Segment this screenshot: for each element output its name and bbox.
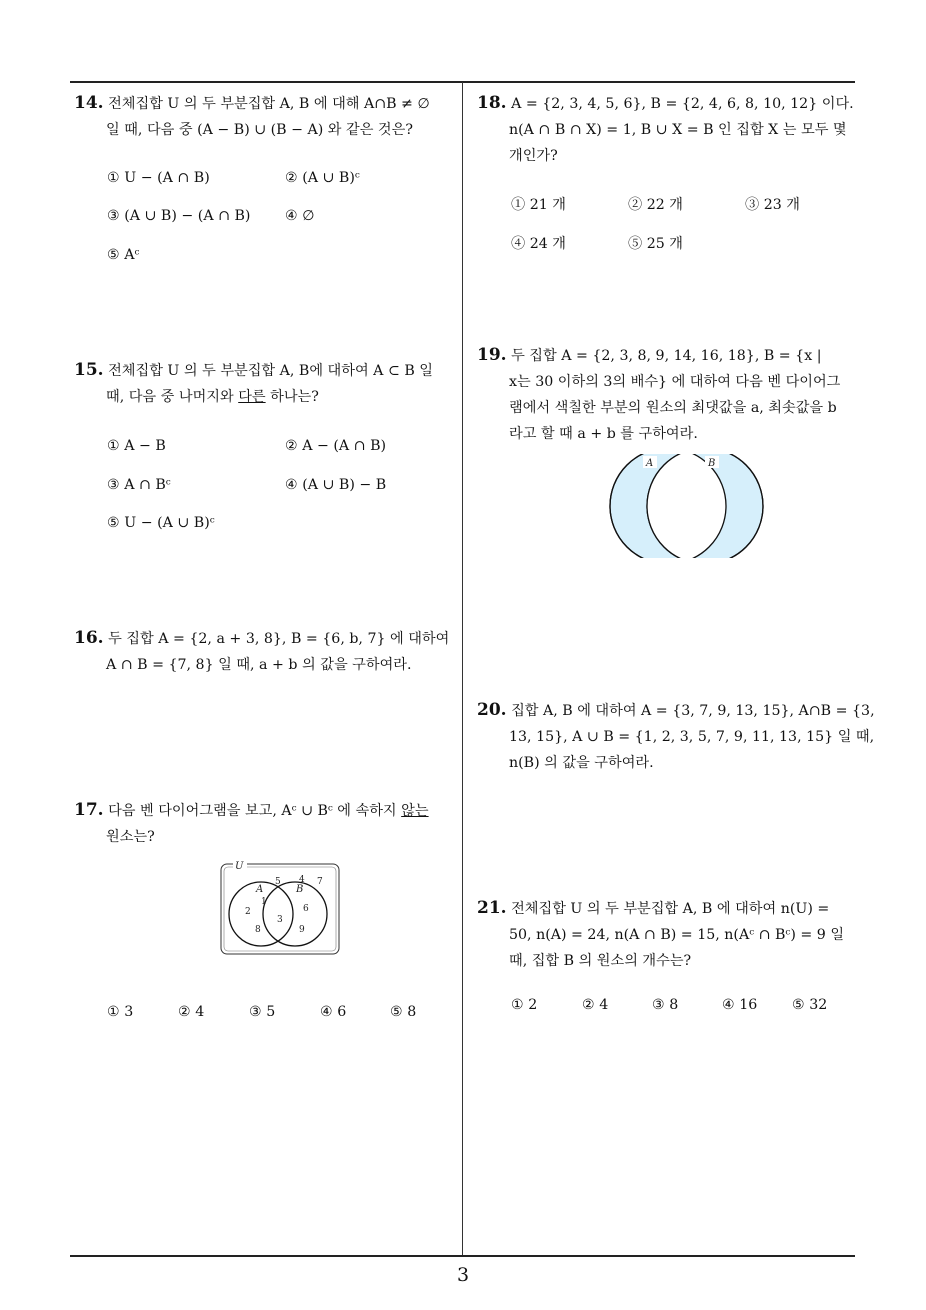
venn-element: 7: [317, 877, 323, 887]
option-4[interactable]: ④ (A ∪ B) − B: [285, 477, 387, 493]
venn-element: 4: [299, 875, 305, 885]
problem-text: A ∩ B = {7, 8} 일 때, a + b 의 값을 구하여라.: [106, 657, 412, 673]
problem-text: 전체집합 U 의 두 부분집합 A, B 에 대하여 n(U) =: [511, 901, 830, 917]
problem-text: n(A ∩ B ∩ X) = 1, B ∪ X = B 인 집합 X 는 모두 몇: [509, 122, 847, 138]
problem-number: 15.: [74, 360, 104, 380]
option-5[interactable]: ⑤ U − (A ∪ B)ᶜ: [107, 515, 215, 531]
universal-set-label: U: [235, 861, 244, 872]
venn-element: 1: [261, 897, 267, 907]
problem-text: 원소는?: [106, 829, 155, 845]
problem-text: 램에서 색칠한 부분의 원소의 최댓값을 a, 최솟값을 b: [509, 400, 837, 416]
problem-19: [477, 342, 840, 447]
problem-text: 때, 다음 중 나머지와: [106, 389, 239, 405]
set-b-label: B: [708, 458, 716, 469]
problem-number: 20.: [477, 700, 507, 720]
option-1[interactable]: ① U − (A ∩ B): [107, 170, 210, 186]
problem-text: 50, n(A) = 24, n(A ∩ B) = 15, n(Aᶜ ∩ Bᶜ) = 9 일: [509, 927, 845, 943]
option-4[interactable]: ④ ∅: [285, 208, 315, 224]
option-2[interactable]: ② A − (A ∩ B): [285, 438, 387, 454]
option-1[interactable]: ① 2: [511, 997, 538, 1013]
option-3[interactable]: ③ (A ∪ B) − (A ∩ B): [107, 208, 251, 224]
option-3[interactable]: ③ 23 개: [745, 197, 800, 213]
problem-14: [74, 90, 430, 143]
option-3[interactable]: ③ A ∩ Bᶜ: [107, 477, 171, 493]
option-3[interactable]: ③ 8: [652, 997, 679, 1013]
problem-text: 개인가?: [509, 148, 558, 164]
problem-text: 전체집합 U 의 두 부분집합 A, B 에 대해 A∩B ≠ ∅: [108, 96, 430, 112]
venn-element: 3: [277, 915, 283, 925]
problem-text: 두 집합 A = {2, a + 3, 8}, B = {6, b, 7} 에 대하여: [108, 631, 450, 647]
venn-diagram-17: [219, 857, 343, 957]
set-a-label: A: [646, 458, 654, 469]
set-a-label: A: [256, 884, 264, 895]
problem-number: 19.: [477, 345, 507, 365]
problem-number: 17.: [74, 800, 104, 820]
option-2[interactable]: ② 4: [582, 997, 609, 1013]
problem-17: [74, 797, 429, 850]
problem-text: 때, 집합 B 의 원소의 개수는?: [509, 953, 692, 969]
problem-text: A = {2, 3, 4, 5, 6}, B = {2, 4, 6, 8, 10, 12} 이다.: [511, 96, 854, 112]
problem-text: 13, 15}, A ∪ B = {1, 2, 3, 5, 7, 9, 11, 13, 15} 일 때,: [509, 729, 875, 745]
option-5[interactable]: ⑤ 8: [390, 1004, 417, 1020]
option-4[interactable]: ④ 16: [722, 997, 758, 1013]
option-3[interactable]: ③ 5: [249, 1004, 276, 1020]
bottom-rule: [70, 1255, 855, 1257]
underlined-word: 다른: [238, 389, 266, 405]
problem-number: 21.: [477, 898, 507, 918]
page-number: 3: [456, 1264, 470, 1286]
option-1[interactable]: ① 3: [107, 1004, 134, 1020]
option-4[interactable]: ④ 24 개: [511, 236, 566, 252]
problem-text: 다음 벤 다이어그램을 보고, Aᶜ ∪ Bᶜ 에 속하지: [108, 803, 402, 819]
option-2[interactable]: ② 22 개: [628, 197, 683, 213]
column-divider: [462, 82, 463, 1257]
option-5[interactable]: ⑤ 32: [792, 997, 828, 1013]
problem-15: [74, 357, 433, 410]
venn-element: 8: [255, 925, 261, 935]
problem-text: 두 집합 A = {2, 3, 8, 9, 14, 16, 18}, B = {x |: [511, 348, 822, 364]
venn-element: 9: [299, 925, 305, 935]
option-1[interactable]: ① A − B: [107, 438, 166, 454]
problem-text: 일 때, 다음 중 (A − B) ∪ (B − A) 와 같은 것은?: [106, 122, 413, 138]
venn-diagram-19: [605, 454, 775, 558]
option-5[interactable]: ⑤ Aᶜ: [107, 247, 140, 263]
problem-18: [477, 90, 854, 169]
problem-text: 전체집합 U 의 두 부분집합 A, B에 대하여 A ⊂ B 일: [108, 363, 433, 379]
problem-text: 라고 할 때 a + b 를 구하여라.: [509, 426, 698, 442]
problem-number: 18.: [477, 93, 507, 113]
venn-element: 2: [245, 907, 251, 917]
problem-21: [477, 895, 844, 974]
set-b-label: B: [296, 884, 304, 895]
option-5[interactable]: ⑤ 25 개: [628, 236, 683, 252]
problem-20: [477, 697, 875, 776]
underlined-word: 않는: [401, 803, 429, 819]
problem-16: [74, 625, 449, 678]
option-4[interactable]: ④ 6: [320, 1004, 347, 1020]
option-2[interactable]: ② 4: [178, 1004, 205, 1020]
problem-text: 집합 A, B 에 대하여 A = {3, 7, 9, 13, 15}, A∩B = {3,: [511, 703, 875, 719]
option-2[interactable]: ② (A ∪ B)ᶜ: [285, 170, 360, 186]
problem-number: 16.: [74, 628, 104, 648]
problem-text: 하나는?: [265, 389, 319, 405]
venn-element: 5: [275, 877, 281, 887]
problem-text: x는 30 이하의 3의 배수} 에 대하여 다음 벤 다이어그: [509, 374, 841, 390]
venn-element: 6: [303, 904, 309, 914]
option-1[interactable]: ① 21 개: [511, 197, 566, 213]
problem-number: 14.: [74, 93, 104, 113]
problem-text: n(B) 의 값을 구하여라.: [509, 755, 654, 771]
